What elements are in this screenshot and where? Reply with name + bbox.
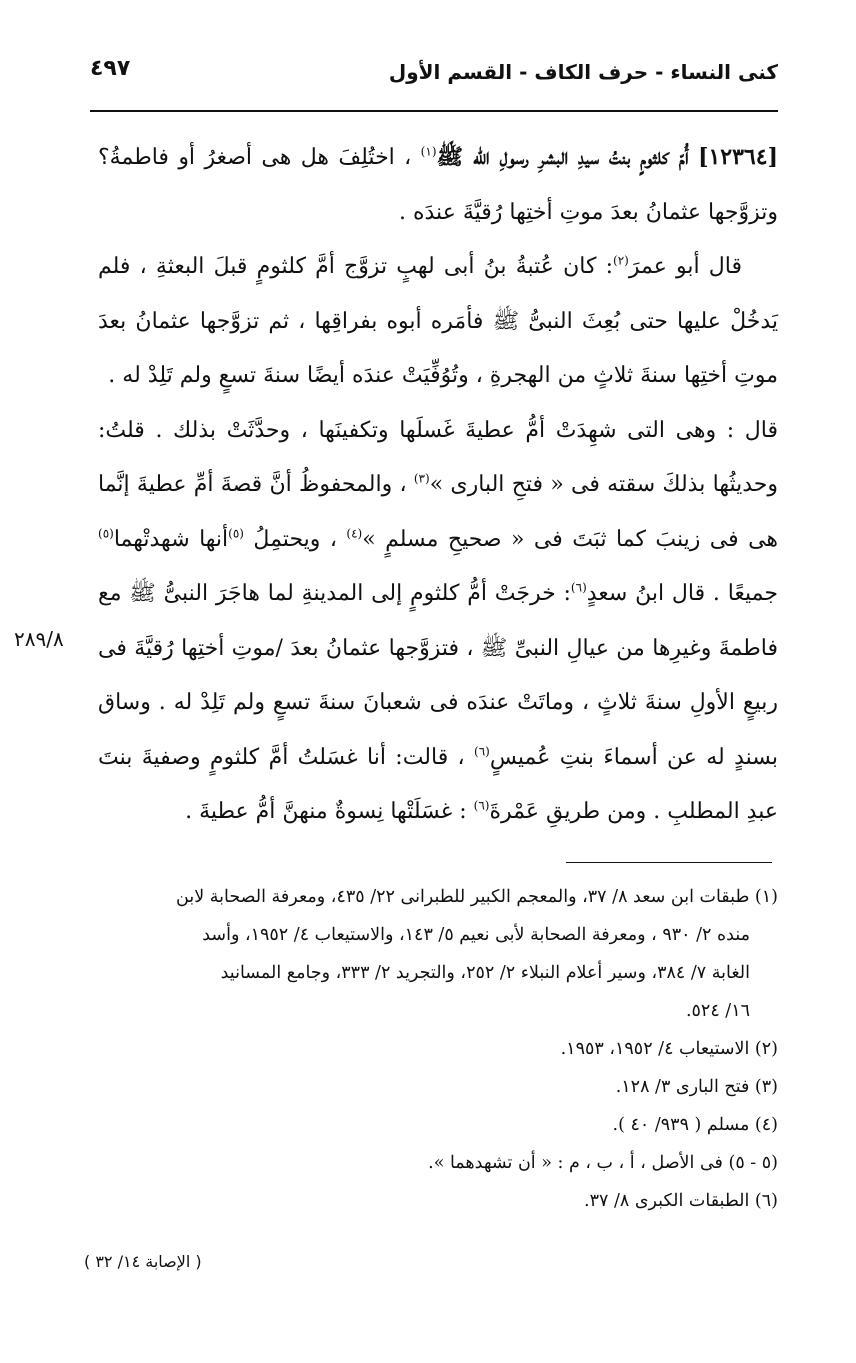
footnote-3: (٣) فتح البارى ٣/ ١٢٨. (615, 1077, 778, 1097)
footnote-4: (٤) مسلم ( ٩٣٩/ ٤٠ ). (612, 1115, 778, 1135)
page-number: ٤٩٧ (90, 56, 131, 81)
text-run: قال : وهى التى شهِدَتْ أمُّ عطيةَ غَسلَها وتكفينَها ، وحدَّثَتْ بذلك . قلتُ: وحديثُها بذلكَ سقته فى « فتحِ البارى » (98, 417, 778, 497)
entry-title: أُمّ كلثومٍ بنتُ سيدِ البشرِ رسولِ الله ﷺ (436, 144, 689, 170)
text-run: : كان عُتبةُ بنُ أبى لهبٍ تزوَّج أمَّ كلثومٍ قبلَ البعثةِ ، فلم يَدخُلْ عليها حتى بُعِثَ النبىُّ ﷺ فأمَره أبوه بفراقِها ، ثم تزوَّجها عثمانُ بعدَ موتِ أختِها سنةَ ثلاثٍ من الهجرةِ ، وتُوُفِّيَتْ عندَه أيضًا سنةَ تسعٍ ولم تَلِدْ له . (98, 254, 778, 388)
header-rule (90, 110, 778, 112)
text-run: : خرجَتْ أمُّ كلثومٍ إلى المدينةِ لما هاجَرَ النبىُّ ﷺ مع فاطمةَ وغيرِها من عيالِ النبىِّ ﷺ ، فتزوَّجها عثمانُ بعدَ /موتِ أختِها رُقيَّةَ فى ربيعٍ الأولِ سنةَ ثلاثٍ ، وماتَتْ عندَه فى شعبانَ سنةَ تسعٍ ولم تَلِدْ له . وساق بسندٍ له عن أسماءَ بنتِ عُميسٍ (98, 581, 778, 770)
text-run: قال أبو عمرَ (628, 254, 743, 279)
running-header (90, 56, 778, 96)
footnote-ref-4[interactable]: (٤) (346, 526, 363, 541)
footnote-2: (٢) الاستيعاب ٤/ ١٩٥٢، ١٩٥٣. (560, 1039, 778, 1059)
margin-page-reference: ٢٨٩/٨ (14, 627, 64, 651)
footnote-ref-6c[interactable]: (٦) (473, 798, 490, 813)
text-run: : غسَلَتْها نِسوةٌ منهنَّ أمُّ عطيةَ . (185, 799, 474, 824)
footnotes (96, 878, 778, 1220)
paragraph-abu-omar (98, 240, 778, 404)
text-run: ، والمحفوظُ أنَّ قصةَ أمِّ عطيةَ إنَّما هى فى زينبَ كما ثبَتَ فى « صحيحِ مسلمٍ » (98, 472, 779, 552)
footnote-1: (١) طبقات ابن سعد ٨/ ٣٧، والمعجم الكبير للطبرانى ٢٢/ ٤٣٥، ومعرفة الصحابة لابن (176, 887, 778, 907)
footnote-separator (566, 862, 772, 863)
footnote-ref-2[interactable]: (٢) (613, 253, 629, 268)
source-reference: ( الإصابة ١٤/ ٣٢ ) (84, 1252, 202, 1271)
text-run: ، قالت: أنا غسَلتُ أمَّ كلثومٍ وصفيةَ بنتَ عبدِ المطلبِ . ومن طريقِ عَمْرةَ (98, 744, 778, 824)
footnote-ref-6[interactable]: (٦) (570, 580, 587, 595)
text-run: أنها شهدتْهما (113, 526, 229, 552)
entry-number: [١٢٣٦٤] (698, 144, 778, 170)
text-run: ، ويحتمِلُ (243, 526, 347, 552)
entry-paragraph (98, 130, 778, 240)
footnote-ref-6b[interactable]: (٦) (474, 744, 490, 759)
footnote-1-cont: ١٦/ ٥٢٤. (685, 1001, 750, 1021)
footnote-1-cont: الغابة ٧/ ٣٨٤، وسير أعلام النبلاء ٢/ ٢٥٢، والتجريد ٢/ ٣٣٣، وجامع المسانيد (220, 963, 750, 983)
footnote-ref-5-close[interactable]: (٥) (98, 526, 114, 541)
entry-text: ، اختُلِفَ هل هى أصغرُ أو فاطمةُ؟ وتزوَّجها عثمانُ بعدَ موتِ أختِها رُقيَّةَ عندَه . (98, 145, 778, 225)
main-text (98, 130, 778, 840)
paragraph-umm-atiyya (98, 404, 778, 840)
footnote-5: (٥ - ٥) فى الأصل ، أ ، ب ، م : « أن تشهدهما ». (428, 1153, 778, 1173)
footnote-ref-5-open[interactable]: (٥) (228, 526, 244, 541)
footnote-1-cont: منده ٢/ ٩٣٠ ، ومعرفة الصحابة لأبى نعيم ٥/ ١٤٣، والاستيعاب ٤/ ١٩٥٢، وأسد (202, 925, 750, 945)
footnote-ref-1[interactable]: (١) (420, 144, 437, 159)
running-title: كنى النساء - حرف الكاف - القسم الأول (388, 60, 778, 84)
footnote-ref-3[interactable]: (٣) (413, 471, 430, 486)
text-run: جميعًا . قال ابنُ سعدٍ (586, 581, 778, 606)
footnote-6: (٦) الطبقات الكبرى ٨/ ٣٧. (584, 1191, 778, 1211)
